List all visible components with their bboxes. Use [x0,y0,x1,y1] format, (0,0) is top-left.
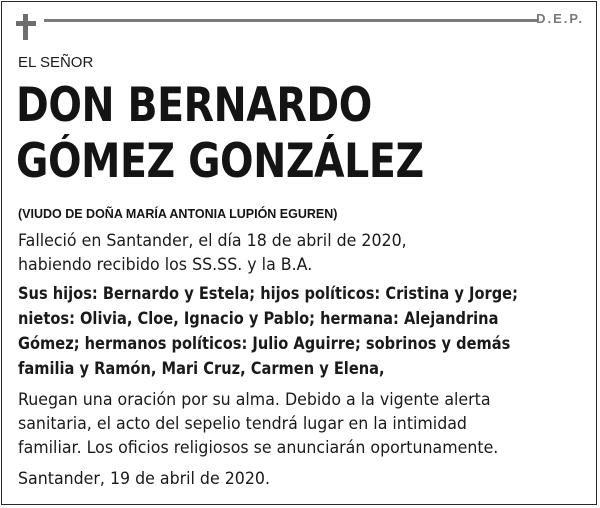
place-date-line: Santander, 19 de abril de 2020. [18,469,270,489]
deceased-name-line2: GÓMEZ GONZÁLEZ [16,134,424,189]
deceased-name-line1: DON BERNARDO [16,78,372,133]
dep-label: D.E.P. [536,11,584,26]
cross-horizontal-bar [16,21,36,26]
death-paragraph [18,229,548,277]
header-rule [44,19,538,22]
cross-vertical-bar [23,14,28,40]
family-line: Gómez; hermanos políticos: Julio Aguirre; sobrinos y demás [18,334,511,354]
obituary-notice [1,1,597,505]
death-line: Falleció en Santander, el día 18 de abril de 2020, [18,231,407,251]
family-paragraph [18,282,518,382]
death-line: habiendo recibido los SS.SS. y la B.A. [18,255,313,275]
prayer-line: familiar. Los oficios religiosos se anunciarán oportunamente. [18,438,499,458]
prayer-line: Ruegan una oración por su alma. Debido a la vigente alerta [18,390,491,410]
family-line: nietos: Olivia, Cloe, Ignacio y Pablo; hermana: Alejandrina [18,309,499,329]
prayer-paragraph [18,388,548,460]
family-line: Sus hijos: Bernardo y Estela; hijos políticos: Cristina y Jorge; [18,284,518,304]
family-line: familia y Ramón, Mari Cruz, Carmen y Elena, [18,359,385,379]
widow-of-line: (VIUDO DE DOÑA MARÍA ANTONIA LUPIÓN EGUREN) [18,207,338,221]
prayer-line: sanitaria, el acto del sepelio tendrá lugar en la intimidad [18,414,467,434]
intro-title: EL SEÑOR [18,54,94,71]
cross-icon [16,14,36,40]
